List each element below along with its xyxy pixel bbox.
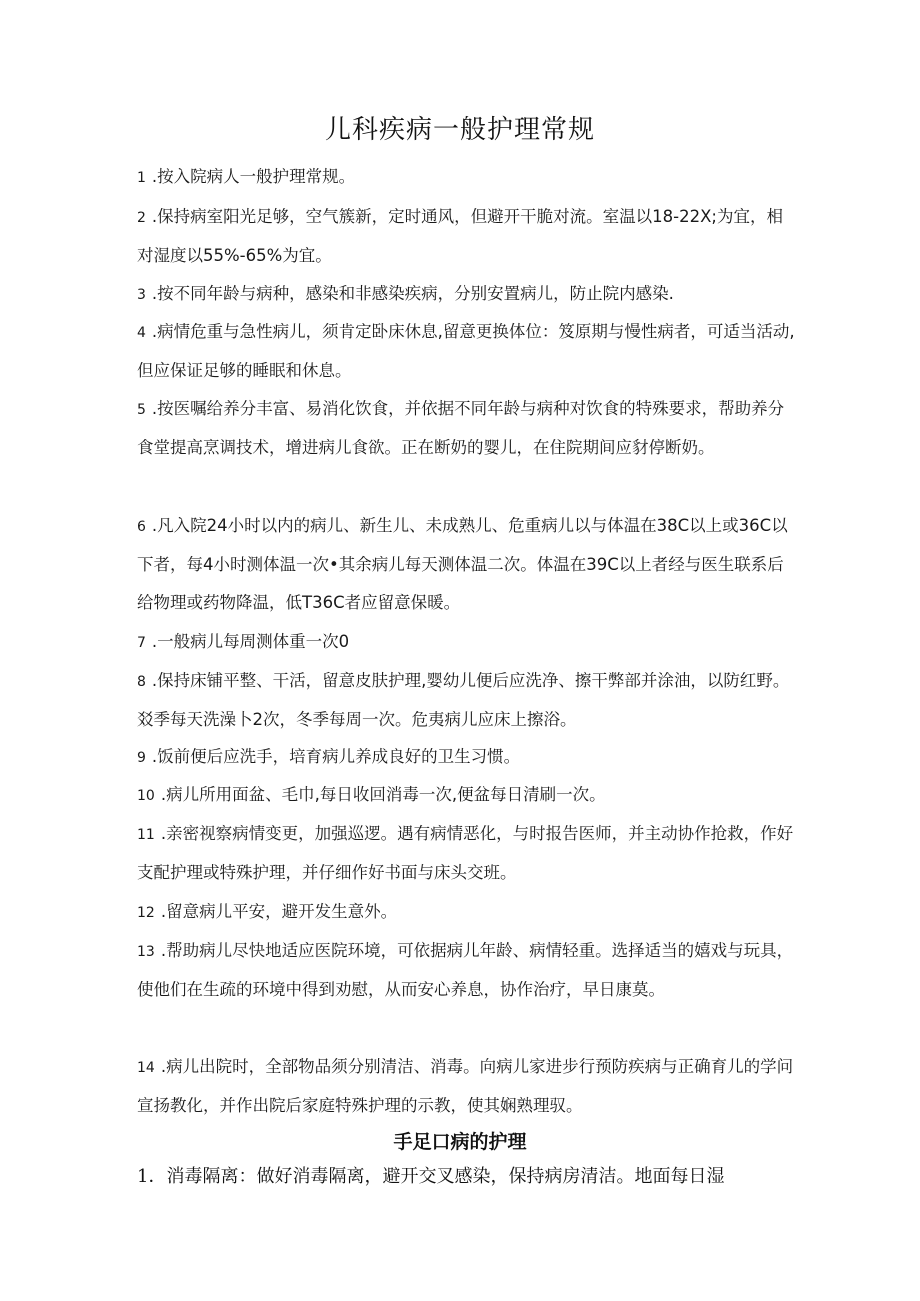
item-number: 10 bbox=[137, 788, 155, 804]
item-number: 9 bbox=[137, 750, 146, 766]
list-item bbox=[137, 623, 797, 662]
item-text: .一般病儿每周测体重一次0 bbox=[151, 632, 350, 651]
item-text: .饭前便后应洗手，培育病儿养成良好的卫生习惯。 bbox=[151, 747, 521, 766]
item-number: 12 bbox=[137, 905, 155, 921]
list-item bbox=[137, 275, 797, 314]
list-item bbox=[137, 313, 797, 390]
item-number: 1 bbox=[137, 170, 146, 186]
item-text: .病情危重与急性病儿，须肯定卧床休息,留意更换体位：笈原期与慢性病者，可适当活动,但应保证足够的睡眠和休息。 bbox=[137, 322, 795, 380]
list-item bbox=[137, 815, 797, 892]
item-number: 8 bbox=[137, 674, 146, 690]
item-number: 3 bbox=[137, 287, 146, 303]
item-text: .保持床铺平整、干活，留意皮肤护理,婴幼儿便后应洗净、擦干弊部并涂油，以防红野。㸚季每天洗澡卜2次，冬季每周一次。危夷病儿应床上擦浴。 bbox=[137, 671, 790, 729]
list-item bbox=[137, 738, 797, 777]
item-text: .亲密视察病情变更，加强巡逻。遇有病情恶化，与时报告医师，并主动协作抢救，作好支配护理或特殊护理，并仔细作好书面与床头交班。 bbox=[137, 824, 794, 882]
item-text: .按入院病人一般护理常规。 bbox=[151, 167, 356, 186]
item-number: 11 bbox=[137, 827, 155, 843]
item-number: 14 bbox=[137, 1060, 155, 1076]
list-item bbox=[137, 776, 797, 815]
section-title: 手足口病的护理 bbox=[393, 1131, 527, 1153]
section-list-item: 1．消毒隔离：做好消毒隔离，避开交叉感染，保持病房清洁。地面每日湿 bbox=[137, 1166, 725, 1187]
item-number: 5 bbox=[137, 402, 146, 418]
list-item bbox=[137, 198, 797, 275]
list-item bbox=[137, 507, 797, 622]
list-item bbox=[137, 390, 797, 467]
item-number: 13 bbox=[137, 944, 155, 960]
item-text: .病儿出院时，全部物品须分别清洁、消毒。向病儿家进步行预防疾病与正确育儿的学问宣扬教化，并作出院后家庭特殊护理的示教，使其娴熟理驭。 bbox=[137, 1057, 794, 1115]
list-item bbox=[137, 662, 797, 739]
item-text: .帮助病儿尽快地适应医院环境，可依据病儿年龄、病情轻重。选择适当的嬉戏与玩具，使他们在生疏的环境中得到劝慰，从而安心养息，协作治疗，早日康莫。 bbox=[137, 941, 794, 999]
item-text: .凡入院24小时以内的病儿、新生儿、未成熟儿、危重病儿以与体温在38C以上或36C以下者，每4小时测体温一次•其余病儿每天测体温二次。体温在39C以上者经与医生联系后给物理或药物降温，低T36C者应留意保暖。 bbox=[137, 516, 788, 612]
item-text: .按不同年龄与病种，感染和非感染疾病，分别安置病儿，防止院内感染. bbox=[151, 284, 674, 303]
list-item bbox=[137, 1048, 797, 1125]
item-text: .留意病儿平安，避开发生意外。 bbox=[160, 902, 398, 921]
list-item bbox=[137, 158, 797, 197]
item-text: .保持病室阳光足够，空气簇新，定时通风，但避开干脆对流。室温以18-22X;为宜，相对湿度以55%-65%为宜。 bbox=[137, 207, 783, 265]
item-text: .按医嘱给养分丰富、易消化饮食，并依据不同年龄与病种对饮食的特殊要求，帮助养分食堂提高烹调技术，增进病儿食欲。正在断奶的婴儿，在住院期间应豺停断奶。 bbox=[137, 399, 785, 457]
document-title: 儿科疾病一般护理常规 bbox=[324, 115, 595, 145]
item-number: 6 bbox=[137, 519, 146, 535]
list-item bbox=[137, 893, 797, 932]
list-item bbox=[137, 932, 797, 1009]
item-text: .病儿所用面盆、毛巾,每日收回消毒一次,便盆每日清刷一次。 bbox=[160, 785, 606, 804]
item-number: 2 bbox=[137, 210, 146, 226]
item-number: 4 bbox=[137, 325, 146, 341]
item-number: 7 bbox=[137, 635, 146, 651]
